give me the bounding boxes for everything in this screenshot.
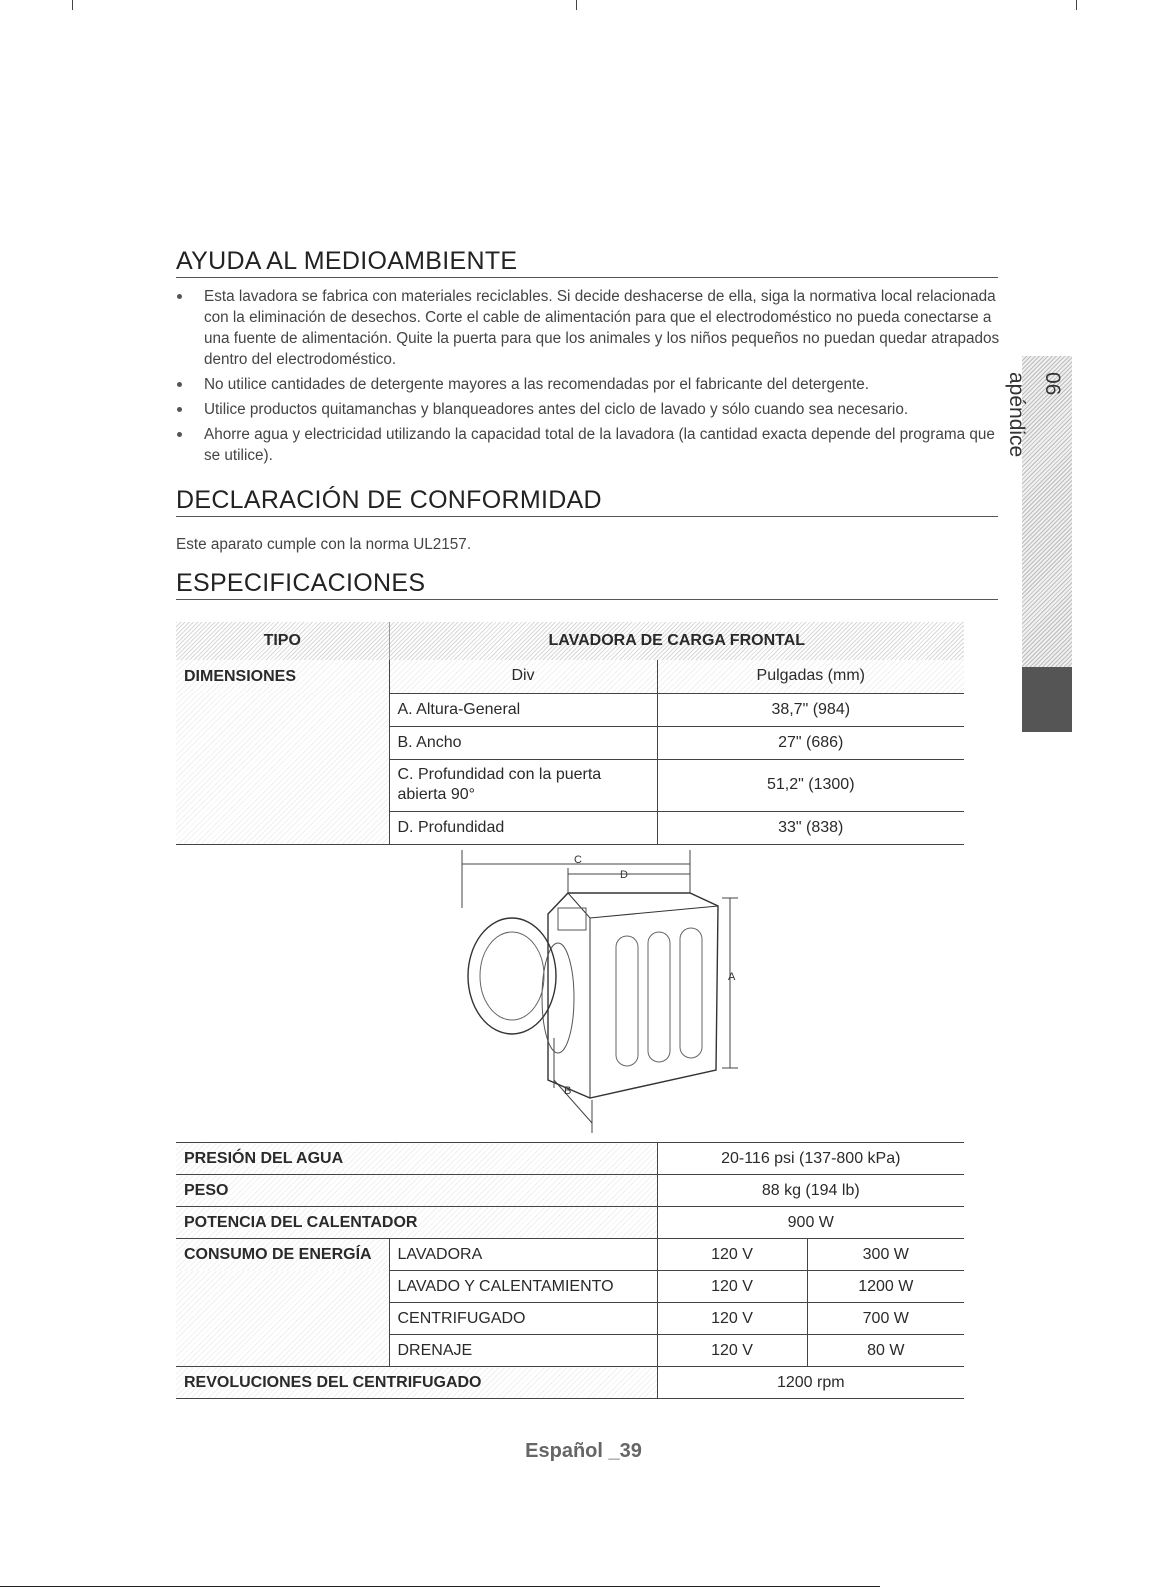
table-cell: 900 W xyxy=(657,1207,964,1239)
page-footer: Español _39 xyxy=(525,1440,642,1462)
list-item: No utilice cantidades de detergente mayores a las recomendadas por el fabricante del detergente. xyxy=(176,374,1006,395)
section-title-conformity: DECLARACIÓN DE CONFORMIDAD xyxy=(176,486,998,517)
table-cell: PRESIÓN DEL AGUA xyxy=(176,1143,657,1175)
table-cell: 33" (838) xyxy=(657,811,964,844)
crop-mark xyxy=(576,0,577,10)
conformity-text: Este aparato cumple con la norma UL2157. xyxy=(176,536,472,553)
table-cell: 38,7" (984) xyxy=(657,693,964,726)
energy-blank xyxy=(176,1271,389,1367)
side-panel-rib xyxy=(648,932,670,1062)
label-b: B xyxy=(564,1085,572,1097)
type-label: TIPO xyxy=(176,622,389,660)
table-cell: 1200 W xyxy=(807,1271,964,1303)
section-title-environment: AYUDA AL MEDIOAMBIENTE xyxy=(176,247,998,278)
label-c: C xyxy=(574,854,582,866)
label-d: D xyxy=(620,869,628,881)
dimensions-blank xyxy=(176,693,389,844)
dimensions-table xyxy=(176,622,964,845)
table-cell: 120 V xyxy=(657,1239,807,1271)
crop-mark xyxy=(72,0,73,10)
table-cell: POTENCIA DEL CALENTADOR xyxy=(176,1207,657,1239)
dimensions-label: DIMENSIONES xyxy=(176,660,389,693)
electrical-table xyxy=(176,1142,964,1399)
chapter-tab-marker xyxy=(1022,667,1072,732)
section-title-specifications: ESPECIFICACIONES xyxy=(176,569,998,600)
table-cell: D. Profundidad xyxy=(389,811,657,844)
side-panel-rib xyxy=(616,936,638,1066)
list-item: Ahorre agua y electricidad utilizando la capacidad total de la lavadora (la cantidad exacta depende del programa que se utilice). xyxy=(176,424,1006,466)
table-cell: 1200 rpm xyxy=(657,1367,964,1399)
table-cell: PESO xyxy=(176,1175,657,1207)
divider xyxy=(0,1586,880,1587)
table-cell: 120 V xyxy=(657,1303,807,1335)
energy-label: CONSUMO DE ENERGÍA xyxy=(176,1239,389,1271)
side-panel-rib xyxy=(680,928,702,1058)
table-cell: 20-116 psi (137-800 kPa) xyxy=(657,1143,964,1175)
table-cell: DRENAJE xyxy=(389,1335,657,1367)
table-cell: A. Altura-General xyxy=(389,693,657,726)
table-cell: 120 V xyxy=(657,1335,807,1367)
table-cell: LAVADO Y CALENTAMIENTO xyxy=(389,1271,657,1303)
table-cell: CENTRIFUGADO xyxy=(389,1303,657,1335)
table-cell: LAVADORA xyxy=(389,1239,657,1271)
label-a: A xyxy=(728,971,736,983)
table-cell: REVOLUCIONES DEL CENTRIFUGADO xyxy=(176,1367,657,1399)
table-cell: 80 W xyxy=(807,1335,964,1367)
dimension-line-b xyxy=(554,1080,592,1123)
type-value: LAVADORA DE CARGA FRONTAL xyxy=(389,622,964,660)
door-glass xyxy=(480,932,544,1020)
chapter-tab-label: 06 apéndice xyxy=(1005,372,1064,458)
control-panel xyxy=(558,908,586,930)
dimensions-col-div: Div xyxy=(389,660,657,693)
table-cell: 300 W xyxy=(807,1239,964,1271)
table-cell: 700 W xyxy=(807,1303,964,1335)
washer-dimension-diagram xyxy=(440,848,760,1138)
table-cell: C. Profundidad con la puerta abierta 90° xyxy=(389,759,657,811)
table-cell: B. Ancho xyxy=(389,726,657,759)
crop-mark xyxy=(1076,0,1077,10)
list-item: Esta lavadora se fabrica con materiales reciclables. Si decide deshacerse de ella, siga la normativa local relacionada con la eliminación de desechos. Corte el cable de alimentación para que el electrodoméstico no pueda conectarse a una fuente de alimentación. Quite la puerta para que los animales y los niños pequeños no puedan quedar atrapados dentro del electrodoméstico. xyxy=(176,286,1006,370)
dimensions-col-units: Pulgadas (mm) xyxy=(657,660,964,693)
environment-bullet-list xyxy=(176,286,1006,470)
table-cell: 27" (686) xyxy=(657,726,964,759)
drum-opening xyxy=(542,943,574,1053)
list-item: Utilice productos quitamanchas y blanqueadores antes del ciclo de lavado y sólo cuando sea necesario. xyxy=(176,399,1006,420)
table-cell: 88 kg (194 lb) xyxy=(657,1175,964,1207)
table-cell: 120 V xyxy=(657,1271,807,1303)
table-cell: 51,2" (1300) xyxy=(657,759,964,811)
